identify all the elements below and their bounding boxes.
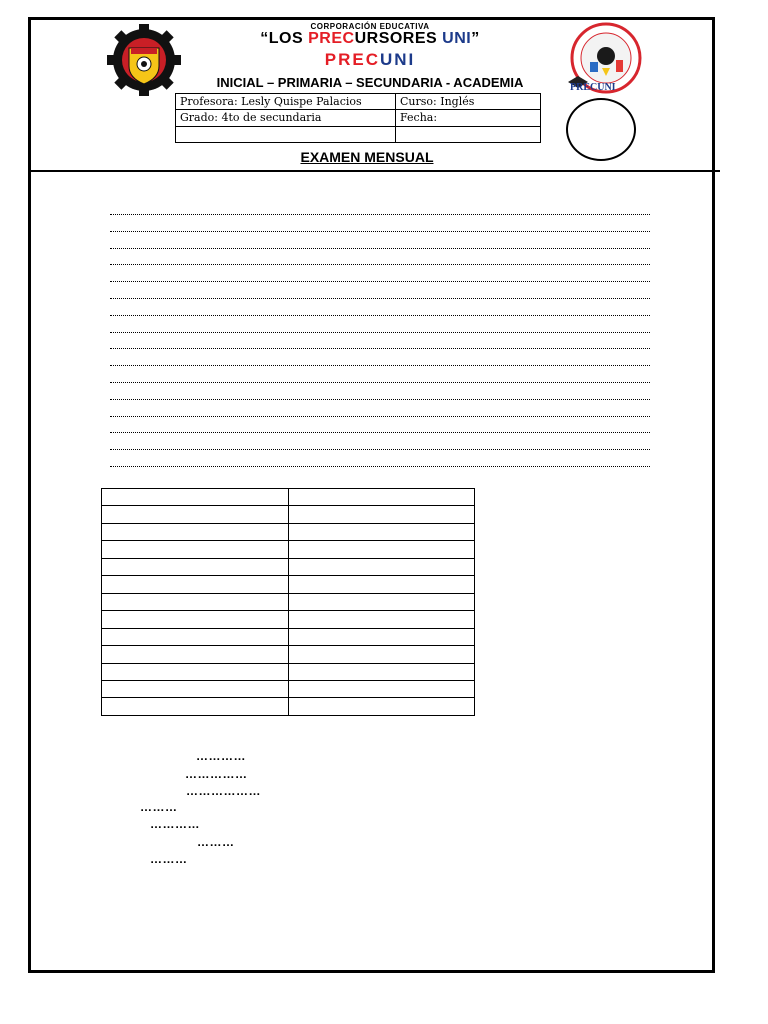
table-cell[interactable]: [102, 576, 289, 593]
writing-line[interactable]: [110, 382, 650, 383]
table-row: [102, 698, 475, 716]
writing-line[interactable]: [110, 466, 650, 467]
writing-line[interactable]: [110, 214, 650, 215]
course-cell: Curso: Inglés: [396, 94, 541, 110]
table-cell[interactable]: [288, 576, 475, 593]
table-cell[interactable]: [288, 506, 475, 523]
table-row: [102, 541, 475, 558]
teacher-cell: Profesora: Lesly Quispe Palacios: [176, 94, 396, 110]
answer-table: [101, 488, 475, 716]
writing-line[interactable]: [110, 416, 650, 417]
short-blank[interactable]: …………: [150, 817, 200, 831]
table-cell[interactable]: [102, 506, 289, 523]
table-row: [102, 611, 475, 628]
table-cell[interactable]: [288, 489, 475, 506]
writing-line[interactable]: [110, 231, 650, 232]
school-name: “LOS PRECURSORES UNI”: [260, 30, 480, 47]
info-table: [175, 93, 541, 143]
table-cell[interactable]: [288, 611, 475, 628]
writing-line[interactable]: [110, 365, 650, 366]
table-cell[interactable]: [102, 558, 289, 575]
short-blank[interactable]: ………: [150, 852, 188, 866]
writing-line[interactable]: [110, 298, 650, 299]
table-row: [102, 523, 475, 540]
table-cell[interactable]: [288, 663, 475, 680]
table-cell[interactable]: [288, 541, 475, 558]
table-cell[interactable]: [102, 541, 289, 558]
table-cell[interactable]: [288, 523, 475, 540]
writing-line[interactable]: [110, 449, 650, 450]
short-blank[interactable]: ………: [140, 800, 178, 814]
school-gear-logo: [104, 24, 184, 96]
exam-title: EXAMEN MENSUAL: [300, 149, 434, 165]
table-cell[interactable]: [102, 611, 289, 628]
short-blank[interactable]: ………………: [186, 784, 261, 798]
header-divider: [28, 170, 720, 172]
table-cell[interactable]: [102, 698, 289, 716]
grade-cell: Grado: 4to de secundaria: [176, 110, 396, 126]
grade-circle: [566, 98, 636, 161]
table-row: [102, 489, 475, 506]
table-cell[interactable]: [288, 628, 475, 645]
table-cell[interactable]: [288, 558, 475, 575]
brand-name: PRECUNI: [324, 50, 416, 69]
short-blank[interactable]: ……………: [185, 767, 248, 781]
table-row: [102, 558, 475, 575]
education-levels: INICIAL – PRIMARIA – SECUNDARIA - ACADEMIA: [216, 75, 524, 90]
table-cell[interactable]: [102, 680, 289, 697]
table-cell[interactable]: [288, 646, 475, 663]
blank-info-cell[interactable]: [396, 126, 541, 142]
writing-line[interactable]: [110, 315, 650, 316]
writing-line[interactable]: [110, 264, 650, 265]
table-row: [102, 576, 475, 593]
writing-line[interactable]: [110, 281, 650, 282]
writing-line[interactable]: [110, 348, 650, 349]
table-row: [102, 506, 475, 523]
table-row: [102, 646, 475, 663]
writing-line[interactable]: [110, 332, 650, 333]
table-row: [102, 680, 475, 697]
table-cell[interactable]: [102, 489, 289, 506]
writing-line[interactable]: [110, 399, 650, 400]
date-cell[interactable]: Fecha:: [396, 110, 541, 126]
short-blank[interactable]: ………: [197, 835, 235, 849]
table-cell[interactable]: [288, 680, 475, 697]
table-cell[interactable]: [102, 628, 289, 645]
blank-info-cell[interactable]: [176, 126, 396, 142]
table-row: [102, 628, 475, 645]
table-cell[interactable]: [102, 593, 289, 610]
table-cell[interactable]: [102, 646, 289, 663]
table-cell[interactable]: [288, 593, 475, 610]
writing-line[interactable]: [110, 248, 650, 249]
table-cell[interactable]: [102, 523, 289, 540]
writing-line[interactable]: [110, 432, 650, 433]
table-cell[interactable]: [288, 698, 475, 716]
corporation-label: CORPORACIÓN EDUCATIVA: [310, 22, 430, 31]
short-blank[interactable]: …………: [196, 749, 246, 763]
precuni-logo-text: PRECUNI: [570, 82, 616, 93]
table-cell[interactable]: [102, 663, 289, 680]
table-row: [102, 663, 475, 680]
table-row: [102, 593, 475, 610]
